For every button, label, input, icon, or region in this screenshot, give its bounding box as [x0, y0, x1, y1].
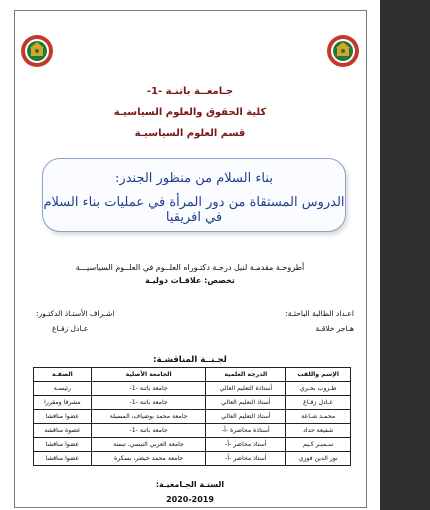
- member-university: جامعة باتنة -1-: [91, 424, 206, 438]
- thesis-title-line1: بناء السلام من منظور الجندر:: [115, 171, 273, 186]
- student-name: هـاجر خلاقـة: [315, 324, 354, 333]
- member-rank: أستاذ التعليم العالي: [206, 410, 286, 424]
- member-university: جامعة باتنة -1-: [91, 382, 206, 396]
- member-rank: أستاذ التعليم العالي: [206, 396, 286, 410]
- thesis-statement: أطروحـة مقدمـة لنيل درجـة دكتـوراه العلــوم في العلــوم السياسيـــة: [75, 263, 305, 272]
- member-university: جامعة محمد بوضياف، المسيلة: [91, 410, 206, 424]
- member-role: عضوا مناقشا: [34, 410, 92, 424]
- viewer-side-panel: [380, 0, 430, 510]
- table-row: [34, 424, 351, 438]
- column-header: الجامعة الأصلية: [91, 368, 206, 382]
- table-row: [34, 410, 351, 424]
- thesis-title-box: [42, 158, 346, 232]
- table-row: [34, 438, 351, 452]
- column-header: الإسم واللقب: [286, 368, 351, 382]
- member-name: نور الدين فوزي: [286, 452, 351, 466]
- committee-table: [33, 367, 351, 466]
- member-name: طـروب بحـري: [286, 382, 351, 396]
- member-role: عضوا مناقشا: [34, 452, 92, 466]
- academic-year-label: السنـة الجـامعيـة:: [155, 480, 225, 489]
- member-role: عضوة مناقشة: [34, 424, 92, 438]
- member-rank: أستاذ محاضر -أ-: [206, 452, 286, 466]
- member-role: مشرفا ومقررا: [34, 396, 92, 410]
- student-label: اعـداد الطالبة الباحثـة:: [285, 309, 354, 318]
- member-rank: أستاذة التعليم العالي: [206, 382, 286, 396]
- member-name: محمـد شـاعة: [286, 410, 351, 424]
- department-name: قسم العلوم السياسيـة: [134, 128, 246, 139]
- member-name: شفيعة حداد: [286, 424, 351, 438]
- member-university: جامعة العربي التبسي، تبسة: [91, 438, 206, 452]
- table-header-row: [34, 368, 351, 382]
- member-rank: أستاذة محاضرة -أ-: [206, 424, 286, 438]
- faculty-name: كلية الحقوق والعلوم السياسيـة: [113, 107, 267, 118]
- column-header: الصفـة: [34, 368, 92, 382]
- university-seal-icon: [326, 34, 360, 68]
- table-row: [34, 382, 351, 396]
- member-name: سـميـر كـيم: [286, 438, 351, 452]
- table-row: [34, 396, 351, 410]
- supervisor-name: عـادل زقـاغ: [52, 324, 89, 333]
- thesis-title-line2: الدروس المستقاة من دور المرأة في عمليات بناء السلام في افريقيا: [43, 195, 345, 225]
- member-name: عـادل زقـاغ: [286, 396, 351, 410]
- column-header: الدرجة العلمية: [206, 368, 286, 382]
- supervisor-label: اشـراف الأستـاذ الدكتـور:: [36, 309, 115, 318]
- table-row: [34, 452, 351, 466]
- member-university: جامعة باتنة -1-: [91, 396, 206, 410]
- academic-year-value: 2020-2019: [166, 495, 214, 504]
- university-name: جـامعــة باتنـة -1-: [146, 86, 234, 97]
- committee-heading: لجـنــة المناقشـة:: [153, 355, 227, 365]
- university-seal-icon: [20, 34, 54, 68]
- specialty: تخصص: علاقـات دوليـة: [145, 276, 235, 285]
- member-rank: أستاذ محاضر -أ-: [206, 438, 286, 452]
- member-role: عضوا مناقشا: [34, 438, 92, 452]
- member-role: رئيسـة: [34, 382, 92, 396]
- member-university: جامعة محمد خيضر، بسكرة: [91, 452, 206, 466]
